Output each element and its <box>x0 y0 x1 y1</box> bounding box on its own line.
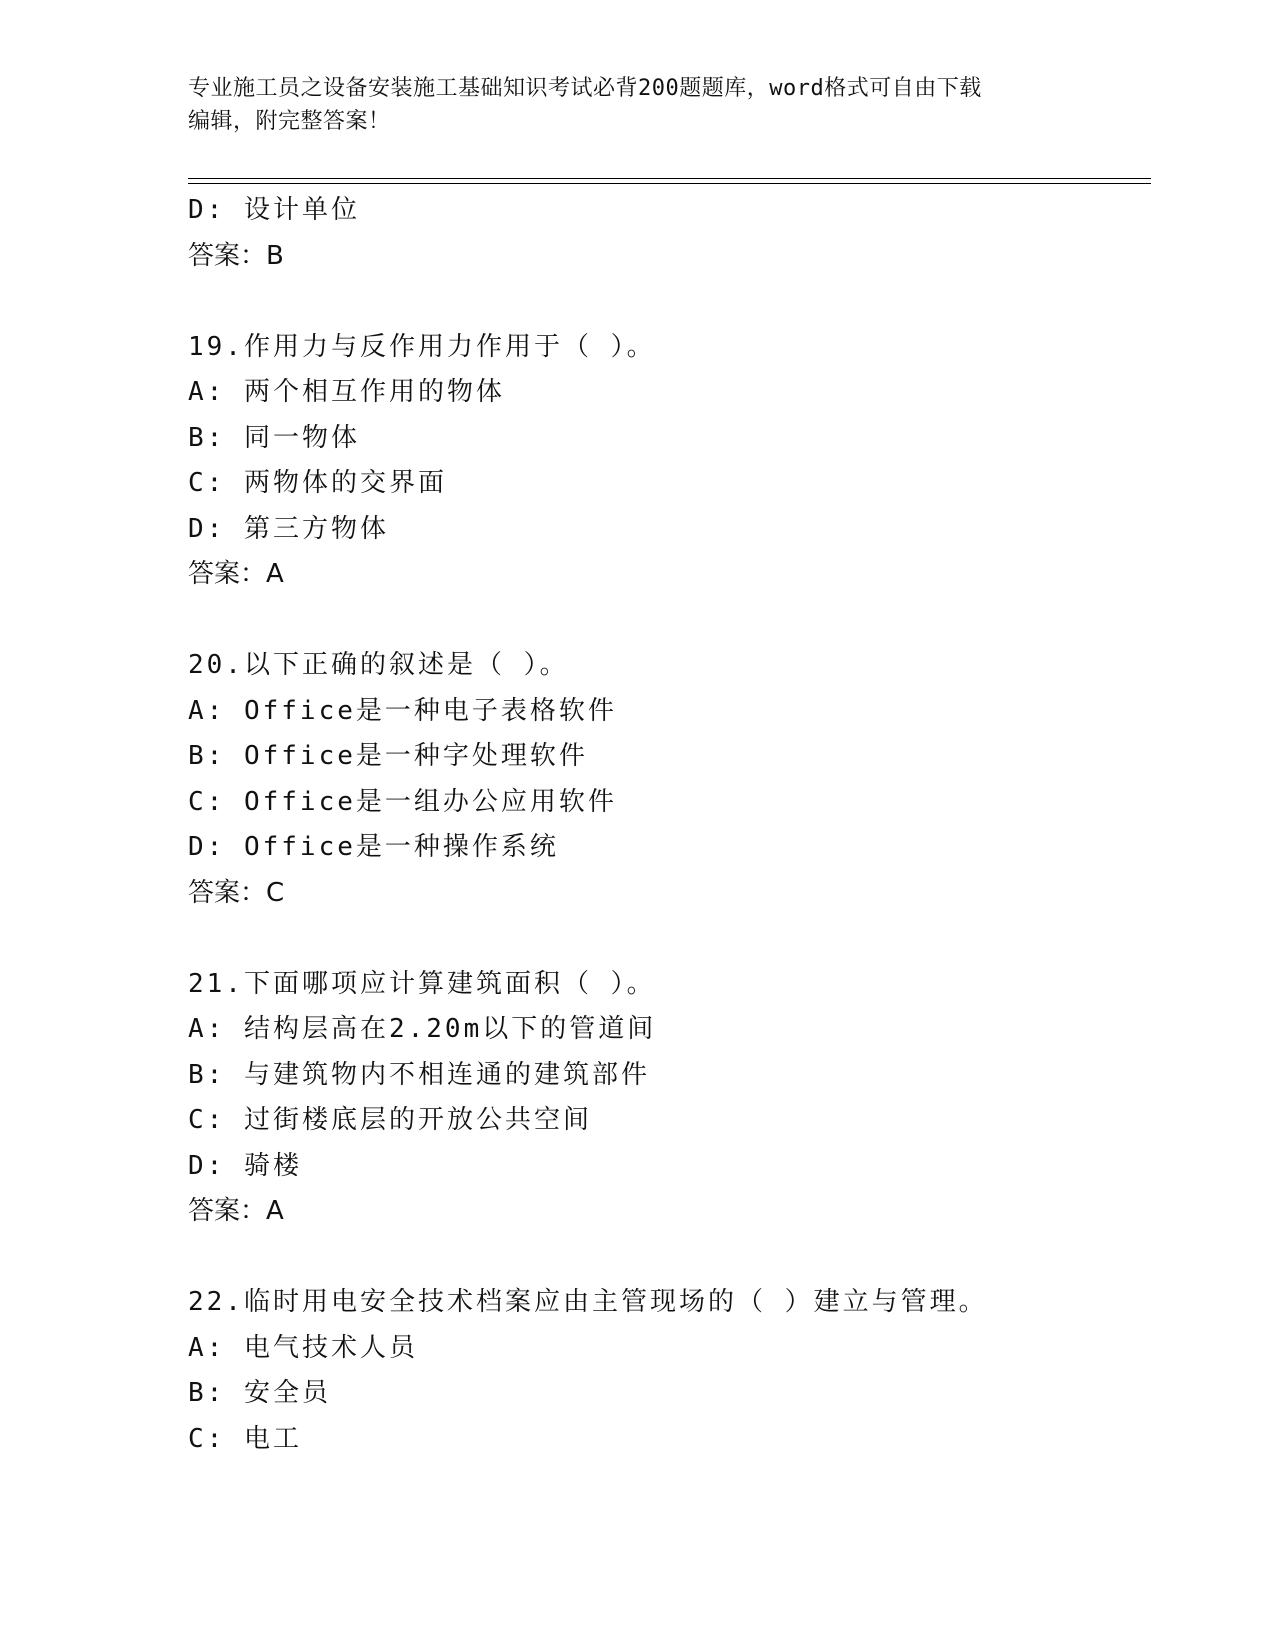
option-b: B: 同一物体 <box>188 422 360 453</box>
header-divider-bottom <box>188 183 1151 184</box>
question-block-21 <box>188 962 1148 1235</box>
answer-line: 答案：C <box>188 877 285 908</box>
question-stem: 19.作用力与反作用力作用于（ ）。 <box>188 331 656 362</box>
option-a: A: 两个相互作用的物体 <box>188 377 505 407</box>
question-list <box>188 188 1148 1462</box>
option-a: A: Office是一种电子表格软件 <box>188 695 617 726</box>
question-stem: 22.临时用电安全技术档案应由主管现场的（ ）建立与管理。 <box>188 1287 988 1317</box>
option-d: D: 设计单位 <box>188 195 360 225</box>
option-d: D: Office是一种操作系统 <box>188 832 559 862</box>
question-stem: 20.以下正确的叙述是（ ）。 <box>188 650 569 680</box>
answer-line: 答案：A <box>188 559 284 589</box>
option-d: D: 第三方物体 <box>188 513 389 544</box>
header-divider-top <box>188 178 1151 179</box>
header-title-line2: 编辑，附完整答案！ <box>188 109 391 134</box>
option-a: A: 结构层高在2.20m以下的管道间 <box>188 1014 657 1044</box>
spacer <box>188 279 1148 325</box>
option-b: B: Office是一种字处理软件 <box>188 741 588 771</box>
question-stem: 21.下面哪项应计算建筑面积（ ）。 <box>188 968 656 999</box>
document-header <box>188 72 1088 138</box>
question-block-22 <box>188 1280 1148 1462</box>
question-block-18 <box>188 188 1148 279</box>
spacer <box>188 916 1148 962</box>
option-c: C: 电工 <box>188 1423 302 1454</box>
question-block-19 <box>188 325 1148 598</box>
header-title-line1: 专业施工员之设备安装施工基础知识考试必背200题题库，word格式可自由下载 <box>188 76 982 101</box>
option-c: C: 两物体的交界面 <box>188 468 447 498</box>
option-a: A: 电气技术人员 <box>188 1332 418 1363</box>
option-d: D: 骑楼 <box>188 1150 302 1181</box>
option-c: C: 过街楼底层的开放公共空间 <box>188 1105 592 1135</box>
option-c: C: Office是一组办公应用软件 <box>188 786 617 817</box>
option-b: B: 与建筑物内不相连通的建筑部件 <box>188 1059 650 1090</box>
question-block-20 <box>188 643 1148 916</box>
spacer <box>188 598 1148 644</box>
spacer <box>188 1235 1148 1281</box>
option-b: B: 安全员 <box>188 1378 331 1408</box>
answer-line: 答案：A <box>188 1196 284 1226</box>
answer-line: 答案：B <box>188 240 284 271</box>
